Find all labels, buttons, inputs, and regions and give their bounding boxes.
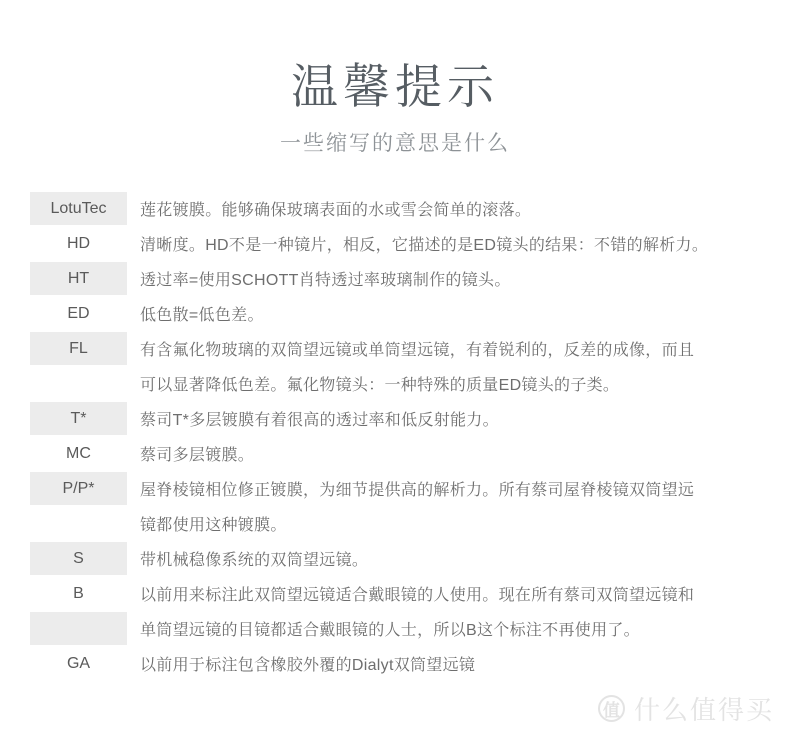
abbr-description: 莲花镀膜。能够确保玻璃表面的水或雪会简单的滚落。 xyxy=(140,202,532,219)
table-row xyxy=(30,541,760,576)
abbr-label: GA xyxy=(66,655,91,672)
abbr-label: P/P* xyxy=(30,472,127,505)
abbr-description: 带机械稳像系统的双筒望远镜。 xyxy=(140,552,369,569)
table-row xyxy=(30,191,760,226)
abbr-description: 低色散=低色差。 xyxy=(140,307,264,324)
abbr-label: MC xyxy=(66,445,91,462)
abbr-label: T* xyxy=(30,402,127,435)
abbr-description: 屋脊棱镜相位修正镀膜，为细节提供高的解析力。所有蔡司屋脊棱镜双筒望远 xyxy=(140,482,695,499)
smzdm-watermark xyxy=(598,690,774,727)
abbr-description: 透过率=使用SCHOTT肖特透过率玻璃制作的镜头。 xyxy=(140,272,511,289)
abbr-description: 清晰度。HD不是一种镜片，相反，它描述的是ED镜头的结果：不错的解析力。 xyxy=(140,237,709,254)
abbr-description: 以前用来标注此双筒望远镜适合戴眼镜的人使用。现在所有蔡司双筒望远镜和 xyxy=(140,587,695,604)
abbr-label: LotuTec xyxy=(30,192,127,225)
abbr-label xyxy=(30,507,127,540)
abbr-label xyxy=(30,612,127,645)
abbr-label: HT xyxy=(30,262,127,295)
table-row xyxy=(30,471,760,506)
abbr-description: 蔡司T*多层镀膜有着很高的透过率和低反射能力。 xyxy=(140,412,499,429)
abbr-description: 有含氟化物玻璃的双筒望远镜或单筒望远镜，有着锐利的，反差的成像，而且 xyxy=(140,342,695,359)
table-row xyxy=(30,296,760,331)
abbr-label: HD xyxy=(66,235,91,252)
abbr-label: S xyxy=(30,542,127,575)
table-row xyxy=(30,611,760,646)
table-row xyxy=(30,436,760,471)
table-row xyxy=(30,226,760,261)
abbr-description: 镜都使用这种镀膜。 xyxy=(140,517,287,534)
abbr-label xyxy=(30,367,127,400)
abbr-label: FL xyxy=(30,332,127,365)
abbr-label: ED xyxy=(67,305,90,322)
page-title: 温馨提示 xyxy=(291,60,499,113)
table-row xyxy=(30,646,760,681)
abbr-description: 可以显著降低色差。氟化物镜头：一种特殊的质量ED镜头的子类。 xyxy=(140,377,620,394)
smzdm-logo-icon: 值 xyxy=(598,695,625,722)
table-row xyxy=(30,401,760,436)
table-row xyxy=(30,261,760,296)
abbreviation-table xyxy=(30,191,760,681)
table-row xyxy=(30,331,760,366)
abbr-label: B xyxy=(73,585,84,602)
table-row xyxy=(30,576,760,611)
abbr-description: 以前用于标注包含橡胶外覆的Dialyt双筒望远镜 xyxy=(140,657,476,674)
table-row xyxy=(30,366,760,401)
abbr-description: 单筒望远镜的目镜都适合戴眼镜的人士，所以B这个标注不再使用了。 xyxy=(140,622,640,639)
page-subtitle: 一些缩写的意思是什么 xyxy=(280,132,510,155)
abbr-description: 蔡司多层镀膜。 xyxy=(140,447,255,464)
table-row xyxy=(30,506,760,541)
smzdm-brand-text: 什么值得买 xyxy=(633,695,774,725)
